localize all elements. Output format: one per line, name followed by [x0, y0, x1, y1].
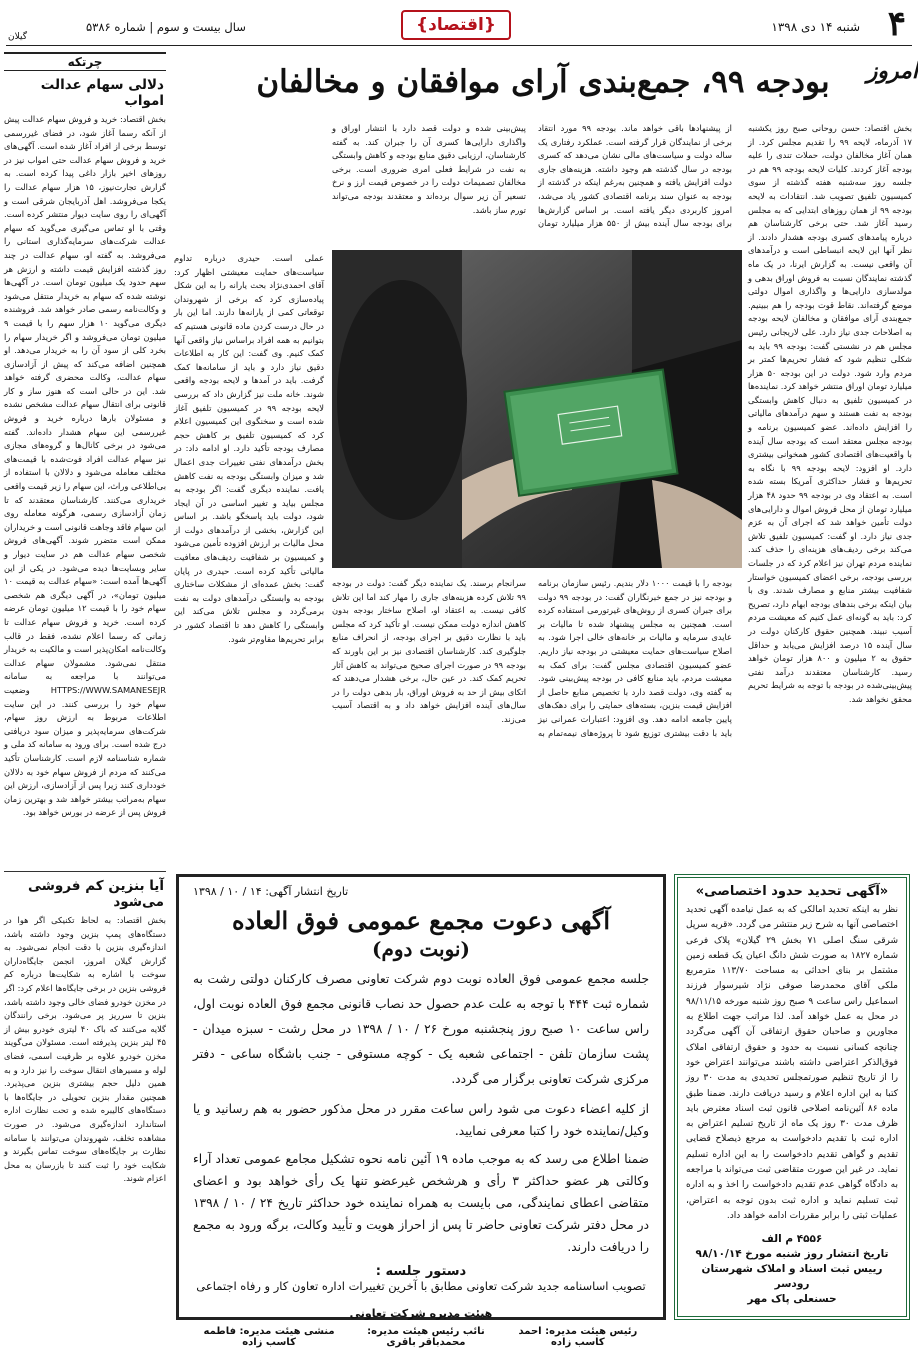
article-column-right: بخش اقتصاد: حسن روحانی صبح روز یکشنبه ۱۷ آذرماه، لایحه ۹۹ را تقدیم مجلس کرد. از همان آغاز مخالفان دولت، حملات تندی را علیه بودجه آغاز کردند. کلیات لایحه بودجه ۹۹ هم در جلسه روز سه‌شنبه هفته گذشته از سوی کمیسیون تلفیق تصویب شد. انتقادات به لایحه بودجه ۹۹ از همان روزهای ابتدایی که به مجلس رسید آغاز شد. حتی برخی کارشناسان هم درباره پیامدهای کسری بودجه هشدار دادند. از نظر آنها این لایحه انبساطی است و درآمدهای آن واقعی نیست. به گزارش ایرنا، در یک ماه گذشته نمایندگان نسبت به فروش اوراق بدهی و مولدسازی دارایی‌ها و واگذاری اموال دولتی موضع گرفته‌اند. نقاط قوت بودجه را هم ببینیم. جمع‌بندی آرای موافقان و مخالفان لایحه بودجه به اصلاحات جدی نیاز دارد. علی لاریجانی رئیس مجلس هم در نشستی گفت: بودجه ۹۹ باید به شکلی تنظیم شود که فشار تحریم‌ها کمتر بر مردم وارد شود. دولت در این بودجه ۵۰ هزار میلیارد تومان اوراق منتشر خواهد کرد. نماینده‌ها در کمیسیون تلفیق به دنبال کاهش وابستگی بودجه به نفت هستند و سهم درآمدهای مالیاتی را افزایش داده‌اند. عضو کمیسیون برنامه و بودجه مجلس معتقد است که بودجه سال آینده با واقعیت‌های اقتصادی کشور همخوانی بیشتری دارد. او افزود: لایحه بودجه ۹۹ با نگاه به تحریم‌ها و فشار حداکثری آمریکا بسته شده است. به اعتقاد وی در بودجه ۹۹ حدود ۴۸ هزار میلیارد تومان از محل فروش اموال و دارایی‌های دولت تأمین خواهد شد که اجرای آن به عزم جدی نیاز دارد. او گفت: کمیسیون تلفیق تلاش می‌کند برخی ردیف‌های هزینه‌ای را حذف کند. نماینده مردم تهران نیز اعلام کرد که در جلسات بررسی بودجه، برخی اعضای کمیسیون خواستار شفافیت بیشتر منابع و مصارف شدند. وی با بیان اینکه برخی بندهای بودجه ابهام دارد، تصریح کرد: باید به گونه‌ای عمل کنیم که معیشت مردم آسیب نبیند. همچنین حقوق کارکنان دولت در سال آینده ۱۵ درصد افزایش می‌یابد و حداقل حقوق به ۲ میلیون و ۸۰۰ هزار تومان خواهد رسید. کارشناسان معتقدند درآمد نفتی پیش‌بینی‌شده در بودجه با توجه به شرایط تحریم محقق نخواهد شد.: [748, 123, 913, 704]
assembly-notice-ad: [176, 874, 666, 1348]
gov-ad-body: نظر به اینکه تحدید امالکی که به عمل نیامده آگهی تحدید اختصاصی آنها به شرح زیر منتشر می گردد. «قریه سرپل شرقی سنگ اصلی ۷۱ بخش ۲۹ گیلان» پلاک فرعی شماره ۱۸۲۷ به صورت شش دانگ اعیان یک قطعه زمین مشتمل بر بنای احداثی به مساحت ۱۱۳/۷۰ مترمربع ملکی آقای محمدرضا صوفی نژاد شیرسوار فرزند اسماعیل راس ساعت ۹ صبح روز شنبه مورخه ۹۸/۱۱/۱۵ در محل به عمل خواهد آمد. لذا مراتب جهت اطلاع به مجاورین و صاحبان حقوق ارتفاقی آن آگهی می‌گردد چنانچه کسانی نسبت به حدود و حقوق ارتفاقی املاک فوق‌الذکر اعتراضی داشته باشند می‌توانند اعتراض خود را از تاریخ تنظیم صورتمجلس تحدیدی به مدت ۳۰ روز کتبا به این اداره اعلام و رسید دریافت دارند. ضمنا طبق ماده ۸۶ آئین‌نامه اصلاحی قانون ثبت اسناد معترض باید ظرف مدت ۳۰ روز یک ماه از تاریخ تسلیم اعتراض به اداره ثبت با تقدیم دادخواست به مرجع ذیصلاح قضایی تقدیم و گواهی تقدیم دادخواست را به این اداره تسلیم نماید. در غیر این صورت متقاضی ثبت می‌تواند با مراجعه به دادگاه گواهی عدم تقدیم دادخواست را اخذ و به اداره ثبت تسلیم نماید و اداره ثبت بدون توجه به اعتراض، عملیات ثبتی را برابر مقررات ادامه خواهد داد.: [686, 905, 899, 1221]
article-bottom-columns: بودجه را با قیمت ۱۰۰۰ دلار بندیم. رئیس سازمان برنامه و بودجه نیز در جمع خبرنگاران گفت: در بودجه ۹۹ دولت برای جبران کسری از روش‌های غیرتورمی استفاده کرده است. همچنین به مجلس پیشنهاد شده تا مالیات بر عایدی سرمایه و مالیات بر خانه‌های خالی اجرا شود. به اصلاح سیاست‌های حمایت معیشتی در بودجه نیاز داریم. عضو کمیسیون اقتصادی مجلس گفت: برای کمک به معیشت مردم، باید منابع کافی در بودجه پیش‌بینی شود. به گفته وی، دولت قصد دارد با تخصیص منابع حاصل از افزایش قیمت بنزین، بسته‌های حمایتی را برای دهک‌های پایین جامعه ادامه دهد. وی افزود: اعتبارات عمرانی نیز باید با دقت بیشتری توزیع شود تا پروژه‌های نیمه‌تمام به سرانجام برسند. یک نماینده دیگر گفت: دولت در بودجه ۹۹ تلاش کرده هزینه‌های جاری را مهار کند اما این تلاش کافی نیست. به اعتقاد او، اصلاح ساختار بودجه بدون کاهش اندازه دولت ممکن نیست. او تأکید کرد که مجلس باید با نظارت دقیق بر اجرای بودجه، از انحراف منابع جلوگیری کند. کارشناسان اقتصادی نیز بر این باورند که بودجه ۹۹ در صورت اجرای صحیح می‌تواند به کاهش آثار تحریم کمک کند. در عین حال، برخی هشدار می‌دهند که اتکای بیش از حد به فروش اوراق، بار بدهی دولت را در سال‌های آینده افزایش خواهد داد و به اقتصاد آسیب می‌زند.: [332, 578, 733, 738]
sidebar-article2-title: آیا بنزین کم فروشی می‌شود: [27, 878, 164, 910]
gov-ad-code: ۴۵۵۶ م الف: [761, 1233, 823, 1246]
ad-agenda-item: تصویب اساسنامه جدید شرکت تعاونی مطابق با آخرین تغییرات اداره تعاون کار و رفاه اجتماعی: [196, 1279, 646, 1293]
main-article: [174, 52, 912, 867]
ad-agenda-title: دستور جلسه :: [375, 1264, 467, 1279]
article-lead-columns: از پیشنهادها باقی خواهد ماند. بودجه ۹۹ مورد انتقاد برخی از نمایندگان قرار گرفته است. عملکرد رفتاری یک ساله دولت و سیاست‌های مالی نشان می‌دهد که کسری بودجه در سال گذشته هم وجود داشته. هزینه‌های جاری دولت افزایش یافته و همچنین به‌رغم اینکه در گذشته از بودجه به عنوان سند برنامه اقتصادی کشور یاد می‌شد، امروز کاربردی دیگر یافته است. بر اساس گزارش‌ها برای بودجه سال آینده بیش از ۵۵۰ هزار میلیارد تومان پیش‌بینی شده و دولت قصد دارد با انتشار اوراق و واگذاری دارایی‌ها کسری آن را جبران کند. به گفته کارشناسان، ارزیابی دقیق منابع بودجه و کاهش وابستگی به نفت در شرایط فعلی امری ضروری است. برخی مخالفان تصمیمات دولت را در خصوص قیمت ارز و نرخ تسعیر آن زیر سوال برده‌اند و معتقدند بودجه می‌تواند تورم ساز باشد.: [332, 123, 732, 229]
signer-secretary: منشی هیئت مدیره: فاطمه کاسب زاده: [203, 1326, 335, 1348]
logo-sub-text: گیلان: [8, 32, 27, 42]
logo-main-text: امروز: [866, 58, 918, 84]
issue-info: سال بیست و سوم | شماره ۵۳۸۶: [86, 20, 246, 34]
publication-date: شنبه ۱۴ دی ۱۳۹۸: [771, 20, 860, 34]
budget-document-photo: [332, 250, 742, 568]
ad-round: (نوبت دوم): [372, 937, 470, 961]
ad-board-title: هیئت مدیره شرکت تعاونی: [349, 1307, 493, 1320]
sidebar-column: [4, 52, 166, 1322]
ad-title: آگهی دعوت مجمع عمومی فوق العاده: [231, 906, 610, 935]
gov-ad-office: رییس ثبت اسناد و املاک شهرستان رودسر: [701, 1263, 883, 1291]
section-label: {اقتصاد}: [401, 10, 511, 40]
gov-ad-person: حسنعلی پاک مهر: [747, 1293, 837, 1306]
ad-paragraph-2: از کلیه اعضاء دعوت می شود راس ساعت مقرر در محل مذکور حضور به هم رسانید و یا وکیل/نماینده خود را کتبا معرفی نمایید.: [193, 1102, 649, 1138]
sidebar-article1-title: دلالی سهام عدالت امواب: [40, 77, 164, 109]
sidebar-article2-body: بخش اقتصاد: به لحاظ تکنیکی اگر هوا در دستگاه‌های پمپ بنزین وجود داشته باشد، اندازه‌گیری بنزین با دقت انجام نمی‌شود. به گزارش گیلان امروز، انجمن جایگاه‌داران سوخت با اشاره به شکایت‌ها درباره کم فروشی بنزین در برخی جایگاه‌ها اعلام کرد: اگر در مخزن خودرو فضای خالی وجود داشته باشد، بنزین تا سرریز پر می‌شود. برخی رانندگان گلایه می‌کنند که باک ۴۰ لیتری خودرو بیش از ۴۵ لیتر بنزین پذیرفته است. مسئولان می‌گویند مخزن خودرو علاوه بر ظرفیت اسمی، فضای لوله و مسیرهای انتقال سوخت را نیز دارد و به همین دلیل حجم بیشتری بنزین می‌پذیرد. همچنین مقدار بنزین تحویلی در جایگاه‌ها با دستگاه‌های کالیبره شده و تحت نظارت اداره استاندارد اندازه‌گیری می‌شود. در صورت مشاهده تخلف، شهروندان می‌توانند با سامانه نظارت بر جایگاه‌های سوخت تماس بگیرند و شکایت خود را ثبت کنند تا بازرسان به محل اعزام شوند.: [4, 915, 167, 1184]
gov-ad-footer: [686, 1232, 898, 1307]
ad-paragraph-3: ضمنا اطلاع می رسد که به موجب ماده ۱۹ آئین نامه نحوه تشکیل مجامع عمومی تعداد آراء وکالتی هر عضو حداکثر ۳ رأی و هرشخص غیرعضو تنها یک رأی خواهد بود و اعضای متقاضی اعطای نمایندگی، می بایست به همراه نماینده خود حداکثر تاریخ ۲۴ / ۱۰ / ۱۳۹۸ در محل دفتر شرکت تعاونی حاضر تا پس از احراز هویت و تأیید وکالت، برگه ورود به مجمع را دریافت دارند.: [193, 1152, 650, 1254]
registration-notice-ad: [674, 874, 910, 1320]
divider: [4, 871, 166, 872]
ad-publish-date: تاریخ انتشار آگهی: ۱۴ / ۱۰ / ۱۳۹۸: [193, 885, 349, 898]
gov-ad-title: «آگهی تحدید حدود اختصاصی»: [695, 884, 889, 899]
page-number: ۴: [887, 4, 906, 44]
headline: بودجه ۹۹، جمع‌بندی آرای موافقان و مخالفان: [256, 64, 830, 100]
gov-ad-date: تاریخ انتشار روز شنبه مورخ ۹۸/۱۰/۱۴: [695, 1248, 889, 1261]
sidebar-article1-body: بخش اقتصاد: خرید و فروش سهام عدالت پیش از آنکه رسما آغاز شود، در فضای غیررسمی توسط برخی از افراد آغاز شده است. آگهی‌های خرید و فروش سهام عدالت حتی امواب نیز در روزهای اخیر بازار داغی پیدا کرده است. به گزارش تجارت‌نیوز، ۱۵ هزار سهام عدالت را یکجا می‌فروشد. اهل آذربایجان شرقی است و آگهی‌ای را روی سایت دیوار منتشر کرده است. وقتی با او تماس می‌گیری می‌گوید که سهام عدالت شرکت‌های سرمایه‌گذاری استانی را می‌فروشد. به گفته او، سهام عدالت در چند روز گذشته افزایش قیمت داشته و ارزش هر سهم حدود یک میلیون تومان است. در آگهی‌ها نوشته شده که سهام به خریدار منتقل می‌شود و وکالت‌نامه رسمی صادر خواهد شد. فروشنده دیگری می‌گوید ۱۰ هزار سهم را با قیمت ۹ میلیون تومان می‌فروشد و اگر خریدار سهام را بخرد کلی از سود آن را به خریدار می‌دهد. او همچنین اضافه می‌کند که پیش از آزادسازی سهام عدالت، وکالت محضری گرفته خواهد شد. این در حالی است که هنوز ساز و کار قانونی برای انتقال سهام عدالت مشخص نشده و مسئولان بارها درباره خرید و فروش غیررسمی این سهام هشدار داده‌اند. گفته می‌شود در برخی کانال‌ها و گروه‌های مجازی نیز سهام عدالت افراد فوت‌شده با قیمت‌های مختلف معامله می‌شود و دلالان با استفاده از بی‌اطلاعی وراث، این سهام را زیر قیمت واقعی خریداری می‌کنند. کارشناسان معتقدند که تا زمان آزادسازی رسمی، هرگونه معامله روی این سهام فاقد وجاهت قانونی است و خریداران ممکن است متضرر شوند. آگهی‌های فروش شخصی سهام عدالت هم در سایت دیوار و سایر وبسایت‌ها دیده می‌شود. در یکی از این آگهی‌ها آمده است: «سهام عدالت به قیمت ۱۰ میلیون تومان»، در آگهی دیگری هم شخصی سهام خود را با قیمت ۱۲ میلیون تومان عرضه کرده است. خرید و فروش سهام عدالت تا زمانی که رسما اعلام نشده، فقط در قالب وکالت‌نامه امکان‌پذیر است و مالکیت به خریدار منتقل نمی‌شود. مشمولان سهام عدالت می‌توانند با مراجعه به سامانه HTTPS://WWW.SAMANESEJR وضعیت سهام خود را بررسی کنند. در این سایت اطلاعات مربوط به ارزش روز سهام، شرکت‌های سرمایه‌پذیر و میزان سود دریافتی درج شده است. برای ورود به سامانه کد ملی و شماره شناسنامه لازم است. کارشناسان تأکید می‌کنند که مردم از فروش سهام خود به دلالان خودداری کنند زیرا پس از آزادسازی، ارزش این سهام به‌مراتب بیشتر خواهد شد و بهترین زمان فروش پس از عرضه در بورس خواهد بود.: [4, 114, 166, 818]
ad-signers: [193, 1326, 649, 1348]
ad-paragraph-1: جلسه مجمع عمومی فوق العاده نوبت دوم شرکت تعاونی مصرف کارکنان دولتی رشت به شماره ثبت ۴۴۴ با توجه به علت عدم حصول حد نصاب قانونی مجمع فوق العاده نوبت اول، راس ساعت ۱۰ صبح روز پنجشنبه مورخ ۲۶ / ۱۰ / ۱۳۹۸ در محل رشت - سبزه میدان - پشت سازمان تلفن - اجتماعی شعبه یک - کوچه مستوفی - جنب باشگاه ساعی - دفتر مرکزی شرکت تعاونی برگزار می گردد.: [193, 972, 650, 1086]
sidebar-tab-label: چرتکه: [4, 52, 166, 71]
article-column-left: عملی است. حیدری درباره تداوم سیاست‌های حمایت معیشتی اظهار کرد: آقای احمدی‌نژاد بحث یارانه را به این شکل پیاده‌سازی کرد که برخی از شهروندان توقعاتی کمی از یارانه‌ها دارند. اما این بار در حال درست کردن ماده قانونی هستیم که بتوانیم به همه افراد براساس نیاز واقعی آنها کمک کنیم. وی گفت: این کار به اطلاعات دقیق نیاز دارد و باید از سامانه‌ها کمک گرفت. باید در آمدها و لایحه بودجه واقعی شوند. خانه ملت نیز گزارش داد که بررسی لایحه بودجه ۹۹ در کمیسیون تلفیق آغاز شده است و سخنگوی این کمیسیون اعلام کرد که کمیسیون تلفیق بر کاهش حجم مصارف بودجه تأکید دارد. او ادامه داد: در بخش درآمدهای نفتی تغییرات جدی اعمال شد و میزان وابستگی بودجه به نفت کاهش یافت. نماینده دیگری گفت: اگر بودجه به مجلس بیاید و تغییر اساسی در آن ایجاد شود، دولت باید پاسخگو باشد. بر اساس این گزارش، بخشی از درآمدهای دولت از محل مالیات بر ارزش افزوده تأمین می‌شود و کمیسیون بر شفافیت ردیف‌های معافیت مالیاتی تأکید کرده است. حیدری در پایان گفت: بخش عمده‌ای از مشکلات ساختاری بودجه به وابستگی درآمدهای دولت به نفت برمی‌گردد و مجلس تلاش می‌کند این وابستگی را کاهش دهد تا اقتصاد کشور در برابر تحریم‌ها مقاوم‌تر شود.: [174, 253, 324, 644]
signer-chairman: رئیس هیئت مدیره: احمد کاسب زاده: [518, 1326, 638, 1348]
signer-vice-chairman: نائب رئیس هیئت مدیره: محمدباقر باقری: [367, 1326, 485, 1348]
